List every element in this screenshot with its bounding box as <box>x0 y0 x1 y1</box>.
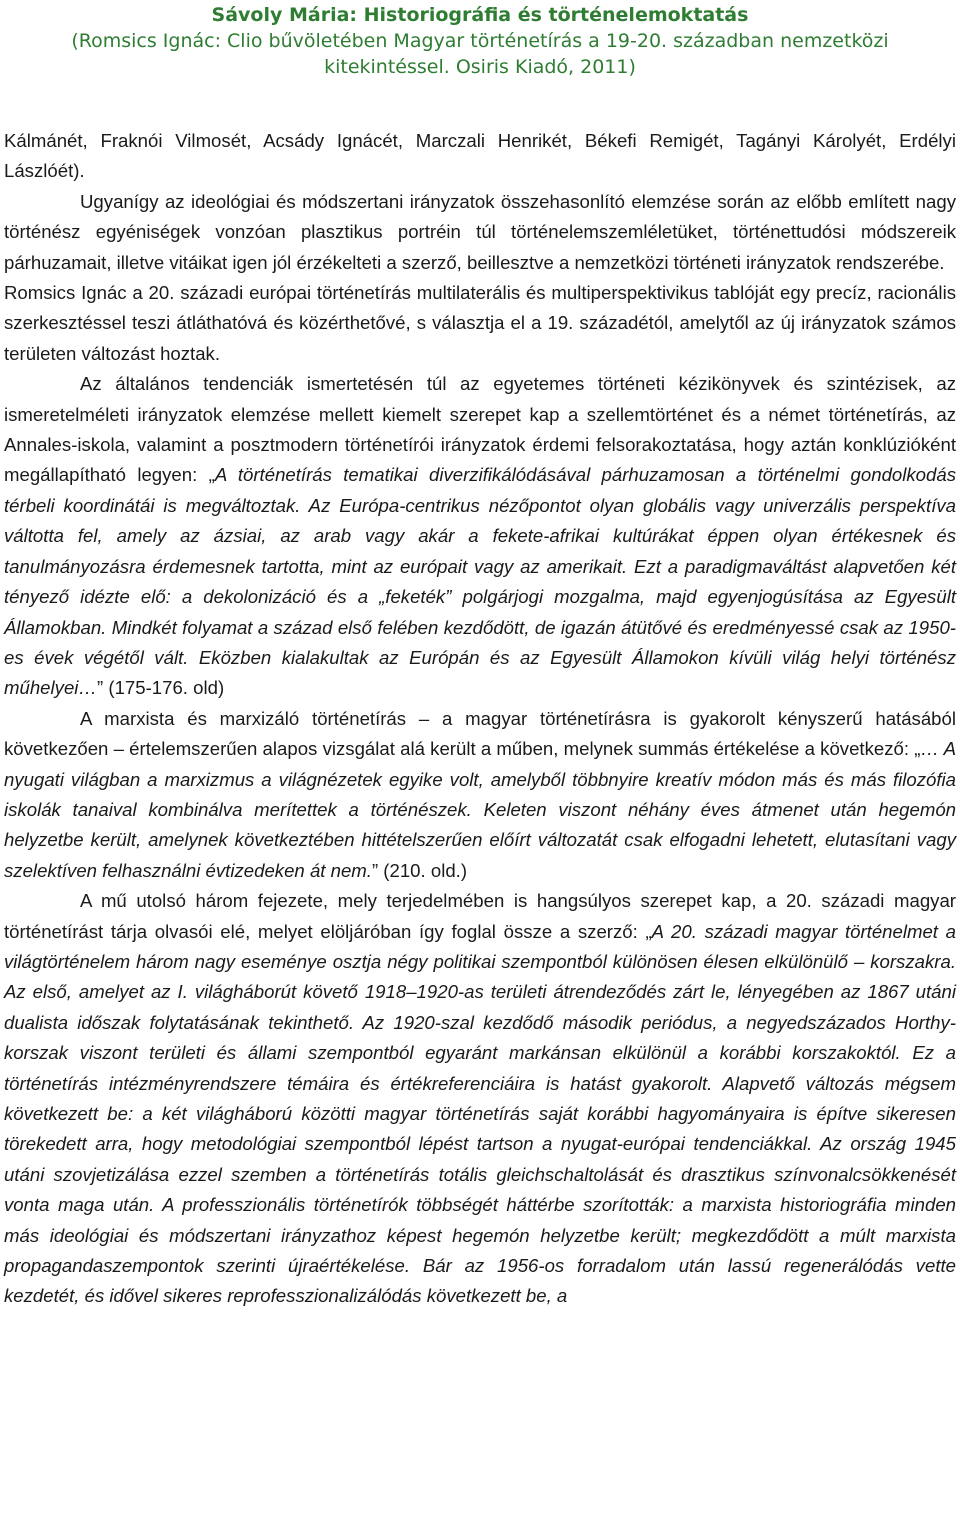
paragraph-2: Ugyanígy az ideológiai és módszertani irányzatok összehasonlító elemzése során az előbb említett nagy történész egyéniségek vonzóan plasztikus portréin túl történelemszemléletüket, történettudósi módszereik párhuzamait, illetve vitáikat igen jól érzékelteti a szerző, beillesztve a nemzetközi történeti irányzatok rendszerébe. <box>4 190 956 273</box>
paragraph-5-quote: … A nyugati világban a marxizmus a világnézetek egyike volt, amelyből többnyire kreatív módon más és más filozófia iskolák tanaival kombinálva merítettek a történészek. Keleten viszont néhány éves átmenet után hegemón helyzetbe került, amelynek következtében hittételszerűen előírt változatát csak elfogadni lehetett, elutasítani vagy szelektíven felhasználni évtizedeken át nem. <box>4 738 956 881</box>
paragraph-3: Romsics Ignác a 20. századi európai történetírás multilaterális és multiperspektivikus tablóját egy precíz, racionális szerkesztéssel teszi átláthatóvá és közérthetővé, s választja el a 19. századétól, amelytől az új irányzatok számos területen változást hoztak. <box>4 282 956 364</box>
paragraph-5-text: A marxista és marxizáló történetírás – a magyar történetírásra is gyakorolt kényszerű hatásából következően – értelemszerűen alapos vizsgálat alá került a műben, melynek summás értékelése a következő: „ <box>4 707 956 760</box>
header-title: Sávoly Mária: Historiográfia és történelemoktatás <box>211 4 749 26</box>
paragraph-1: Kálmánét, Fraknói Vilmosét, Acsády Ignácét, Marczali Henrikét, Békefi Remigét, Tagányi Károlyét, Erdélyi Lászlóét). <box>4 130 956 182</box>
document-header <box>0 0 960 80</box>
paragraph-5 <box>4 704 956 886</box>
paragraph-4-quote: A történetírás tematikai diverzifikálódásával párhuzamosan a történelmi gondolkodás térbeli koordinátái is megváltoztak. Az Európa-centrikus nézőpontot olyan globális vagy univerzális perspektíva váltotta fel, amely az ázsiai, az arab vagy akár a fekete-afrikai kultúrákat éppen olyan értékesnek és tanulmányozásra érdemesnek tartotta, mint az európait vagy az amerikait. Ezt a paradigmaváltást alapvetően két tényező idézte elő: a dekolonizáció és a „feketék” polgárjogi mozgalma, majd egyenjogúsítása az Egyesült Államokban. Mindkét folyamat a század első felében kezdődött, de igazán átütővé és eredményessé csak az 1950-es évek végétől vált. Eközben kialakultak az Európán és az Egyesült Államokon kívüli világ helyi történész műhelyei… <box>4 464 956 699</box>
paragraph-6-text: A mű utolsó három fejezete, mely terjedelmében is hangsúlyos szerepet kap, a 20. századi magyar történetírást tárja olvasói elé, melyet elöljáróban így foglal össze a szerző: „ <box>4 890 956 942</box>
paragraph-4-citation: ” (175-176. old) <box>97 677 225 699</box>
header-subtitle: (Romsics Ignác: Clio bűvöletében Magyar történetírás a 19-20. században nemzetközi kitekintéssel. Osiris Kiadó, 2011) <box>71 30 889 78</box>
paragraph-6-quote: A 20. századi magyar történelmet a világtörténelem három nagy eseménye osztja négy politikai szempontból különösen élesen elkülönülő – korszakra. Az első, amelyet az I. világháborút követő 1918–1920-as területi átrendeződés zárt le, lényegében az 1867 utáni dualista időszak folytatásának tekinthető. Az 1920-szal kezdődő második periódus, a negyedszázados Horthy-korszak viszont területi és állami szempontból egyaránt markánsan elkülönül a korábbi korszakoktól. Ez a történetírás intézményrendszere témáira és értékreferenciáira is hatást gyakorolt. Alapvető változás mégsem következett be: a két világháború közötti magyar történetírás saját korábbi hagyományaira is építve sikeresen törekedett arra, hogy metodológiai szempontból lépést tartson a nyugat-európai tendenciákkal. Az ország 1945 utáni szovjetizálása ezzel szemben a történetírás totális gleichschaltolását és drasztikus színvonalcsökkenését vonta maga után. A professzionális történetírók többségét háttérbe szorították: a marxista historiográfia minden más ideológiai és módszertani irányzathoz képest hegemón helyzetbe került; megkezdődött a múlt marxista propagandaszempontok szerinti újraértékelése. Bár az 1956-os forradalom után lassú regenerálódás vette kezdetét, és idővel sikeres reprofesszionalizálódás következett be, a <box>4 920 956 1307</box>
paragraph-4 <box>4 369 956 703</box>
paragraph-4-text: Az általános tendenciák ismertetésén túl az egyetemes történeti kézikönyvek és szintézisek, az ismeretelméleti irányzatok elemzése mellett kiemelt szerepet kap a szellemtörténet és a német történetírás, az Annales-iskola, valamint a posztmodern történetírói irányzatok érdemi felsorakoztatása, hogy aztán konklúzióként megállapítható legyen: „ <box>4 373 956 486</box>
document-body <box>4 126 956 1312</box>
paragraph-6 <box>4 886 956 1312</box>
paragraph-5-citation: ” (210. old.) <box>371 859 468 881</box>
